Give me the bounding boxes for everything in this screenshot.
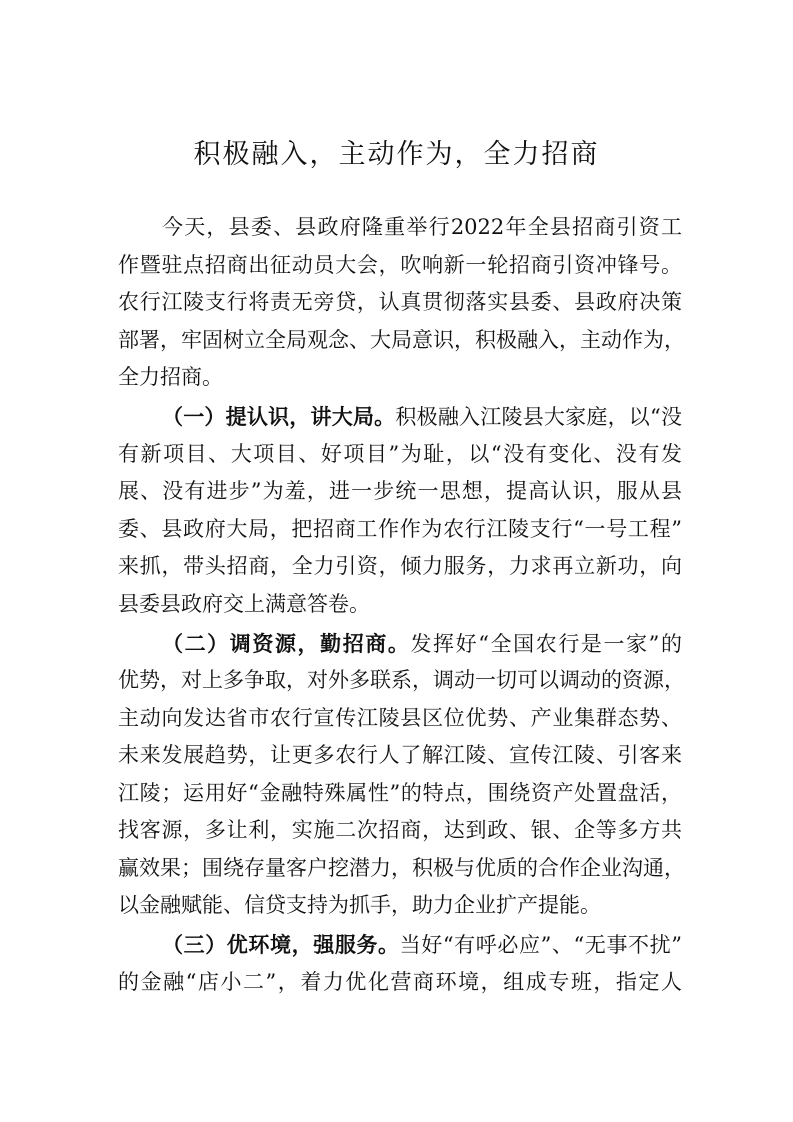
document-body [118, 209, 685, 1001]
text-line [118, 700, 682, 738]
text-line [118, 473, 682, 511]
line-text: 当好“有呼必应”、“无事不扰” [399, 933, 682, 957]
paragraph [118, 926, 682, 1001]
line-text: 未来发展趋势，让更多农行人了解江陵、宣传江陵、引客来 [118, 743, 682, 767]
paragraph [118, 398, 682, 623]
section-heading: （一）提认识，讲大局。 [162, 404, 396, 429]
text-line [118, 209, 682, 247]
line-text: 赢效果；围绕存量客户挖潜力，积极与优质的合作企业沟通， [118, 855, 685, 880]
line-text: 主动向发达省市农行宣传江陵县区位优势、产业集群态势、 [118, 705, 682, 730]
line-text: 发挥好“全国农行是一家”的 [410, 631, 682, 656]
line-text: 全力招商。 [118, 365, 223, 389]
text-line [118, 586, 682, 624]
line-text: 今天，县委、县政府隆重举行2022年全县招商引资工 [162, 215, 682, 239]
text-line [118, 887, 682, 925]
line-text: 展、没有进步”为羞，进一步统一思想，提高认识，服从县 [118, 479, 682, 503]
text-line [118, 322, 685, 360]
line-text: 作暨驻点招商出征动员大会，吹响新一轮招商引资冲锋号。 [118, 252, 682, 277]
line-text: 积极融入江陵县大家庭，以“没 [395, 405, 682, 429]
line-text: 农行江陵支行将责无旁贷，认真贯彻落实县委、县政府决策 [118, 290, 682, 314]
line-text: 有新项目、大项目、好项目”为耻，以“没有变化、没有发 [118, 441, 682, 466]
text-line [118, 964, 682, 1002]
section-heading: （三）优环境，强服务。 [162, 932, 400, 957]
text-line [118, 850, 685, 888]
line-text: 以金融赋能、信贷支持为抓手，助力企业扩产提能。 [118, 893, 601, 917]
paragraph [118, 209, 685, 397]
line-text: 的金融“店小二”，着力优化营商环境，组成专班，指定人 [118, 969, 682, 994]
paragraph [118, 625, 685, 925]
text-line [118, 548, 682, 586]
text-line [118, 511, 682, 549]
line-text: 县委县政府交上满意答卷。 [118, 591, 370, 616]
line-text: 部署，牢固树立全局观念、大局意识，积极融入，主动作为， [118, 327, 685, 352]
line-text: 找客源，多让利，实施二次招商，达到政、银、企等多方共 [118, 818, 682, 842]
text-line [118, 737, 682, 775]
line-text: 优势，对上多争取，对外多联系，调动一切可以调动的资源， [118, 668, 685, 692]
text-line [118, 662, 685, 700]
line-text: 江陵；运用好“金融特殊属性”的特点，围绕资产处置盘活， [118, 780, 682, 805]
text-line [118, 436, 682, 474]
document-title: 积极融入，主动作为，全力招商 [193, 139, 600, 170]
text-line [118, 359, 682, 397]
text-line [118, 812, 682, 850]
section-heading: （二）调资源，勤招商。 [162, 630, 411, 656]
text-line [118, 926, 682, 964]
line-text: 委、县政府大局，把招商工作作为农行江陵支行“一号工程” [118, 516, 682, 541]
text-line [118, 775, 682, 813]
text-line [118, 247, 682, 285]
text-line [118, 284, 682, 322]
text-line [118, 398, 682, 436]
text-line [118, 625, 682, 663]
line-text: 来抓，带头招商，全力引资，倾力服务，力求再立新功，向 [118, 554, 682, 578]
